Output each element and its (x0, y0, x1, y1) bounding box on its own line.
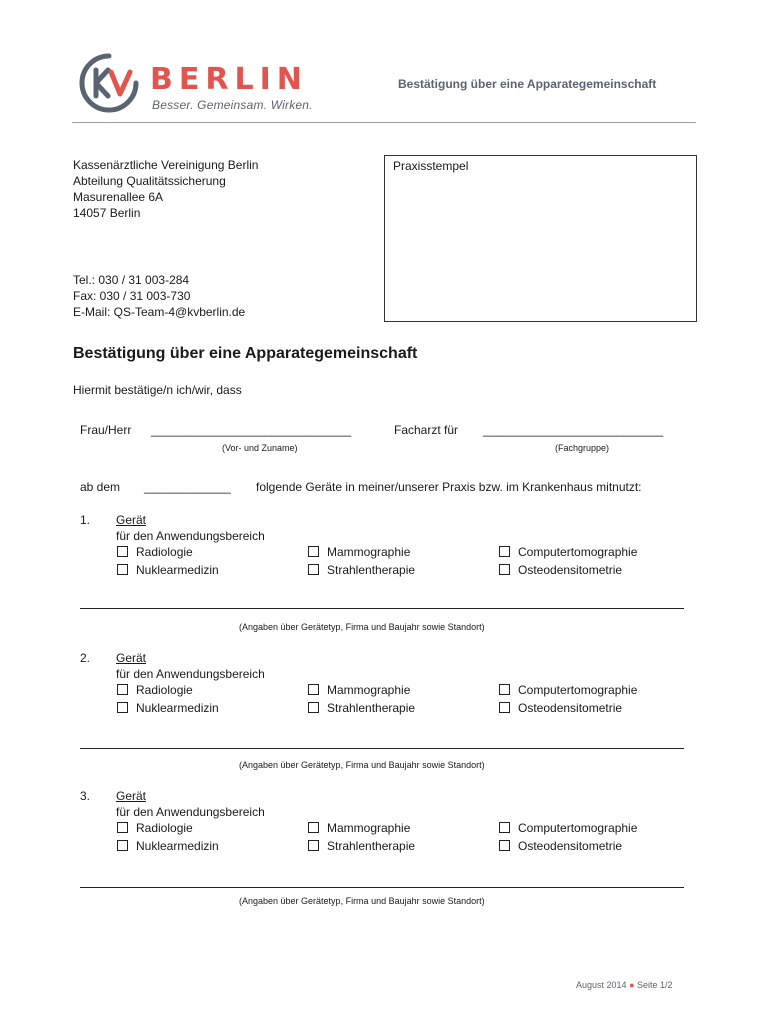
fachgruppe-field[interactable]: ___________________________ (483, 423, 664, 437)
option-strahlentherapie[interactable]: Strahlentherapie (308, 700, 415, 716)
praxisstempel-box[interactable] (384, 155, 697, 322)
option-computertomographie[interactable]: Computertomographie (499, 682, 637, 698)
footer-page: Seite 1/2 (637, 980, 673, 990)
logo-slogan: Besser. Gemeinsam. Wirken. (152, 98, 313, 112)
address-line: 14057 Berlin (73, 206, 141, 220)
header-divider (72, 122, 696, 123)
checkbox[interactable] (308, 546, 319, 557)
address-block (73, 157, 258, 221)
option-nuklearmedizin[interactable]: Nuklearmedizin (117, 700, 219, 716)
address-line: Kassenärztliche Vereinigung Berlin (73, 158, 259, 172)
option-radiologie[interactable]: Radiologie (117, 682, 193, 698)
name-hint: (Vor- und Zuname) (222, 443, 298, 453)
option-computertomographie[interactable]: Computertomographie (499, 544, 637, 560)
device-details-hint: (Angaben über Gerätetyp, Firma und Baujahr sowie Standort) (239, 760, 485, 770)
option-strahlentherapie[interactable]: Strahlentherapie (308, 838, 415, 854)
checkbox[interactable] (308, 684, 319, 695)
device-block-2 (0, 650, 770, 780)
facharzt-label: Facharzt für (394, 423, 459, 437)
logo-word: BERLIN (150, 62, 308, 97)
checkbox[interactable] (308, 840, 319, 851)
device-geraet-label: Gerät (116, 789, 147, 803)
contact-email: E-Mail: QS-Team-4@kvberlin.de (73, 305, 246, 319)
header-title: Bestätigung über eine Apparategemeinschaft (398, 77, 657, 91)
name-field[interactable]: ______________________________ (151, 423, 352, 437)
checkbox[interactable] (117, 840, 128, 851)
option-osteodensitometrie[interactable]: Osteodensitometrie (499, 562, 622, 578)
contact-fax: Fax: 030 / 31 003-730 (73, 289, 191, 303)
footer (576, 979, 673, 991)
option-nuklearmedizin[interactable]: Nuklearmedizin (117, 838, 219, 854)
frau-herr-label: Frau/Herr (80, 423, 132, 437)
checkbox[interactable] (499, 702, 510, 713)
praxisstempel-label: Praxisstempel (393, 159, 469, 173)
device-bereich-label: für den Anwendungsbereich (116, 667, 265, 681)
checkbox[interactable] (308, 564, 319, 575)
date-field[interactable]: _____________ (144, 480, 231, 494)
option-mammographie[interactable]: Mammographie (308, 544, 410, 560)
kv-logo (78, 52, 318, 116)
device-number: 3. (80, 789, 91, 803)
checkbox[interactable] (499, 684, 510, 695)
device-details-field[interactable] (80, 748, 684, 749)
checkbox[interactable] (308, 822, 319, 833)
checkbox[interactable] (117, 702, 128, 713)
device-geraet-label: Gerät (116, 513, 147, 527)
option-osteodensitometrie[interactable]: Osteodensitometrie (499, 700, 622, 716)
intro-text: Hiermit bestätige/n ich/wir, dass (73, 383, 242, 397)
page-heading: Bestätigung über eine Apparategemeinschaft (73, 345, 418, 362)
checkbox[interactable] (499, 546, 510, 557)
device-details-field[interactable] (80, 887, 684, 888)
option-osteodensitometrie[interactable]: Osteodensitometrie (499, 838, 622, 854)
device-bereich-label: für den Anwendungsbereich (116, 529, 265, 543)
ab-dem-label: ab dem (80, 480, 121, 494)
device-details-hint: (Angaben über Gerätetyp, Firma und Baujahr sowie Standort) (239, 622, 485, 632)
device-number: 2. (80, 651, 91, 665)
address-line: Abteilung Qualitätssicherung (73, 174, 226, 188)
device-number: 1. (80, 513, 91, 527)
option-nuklearmedizin[interactable]: Nuklearmedizin (117, 562, 219, 578)
address-line: Masurenallee 6A (73, 190, 164, 204)
checkbox[interactable] (308, 702, 319, 713)
option-mammographie[interactable]: Mammographie (308, 820, 410, 836)
checkbox[interactable] (499, 840, 510, 851)
folgende-text: folgende Geräte in meiner/unserer Praxis bzw. im Krankenhaus mitnutzt: (256, 480, 642, 494)
fachgruppe-hint: (Fachgruppe) (555, 443, 610, 453)
option-strahlentherapie[interactable]: Strahlentherapie (308, 562, 415, 578)
device-bereich-label: für den Anwendungsbereich (116, 805, 265, 819)
checkbox[interactable] (117, 546, 128, 557)
checkbox[interactable] (117, 822, 128, 833)
kv-logo-icon (78, 52, 140, 114)
device-geraet-label: Gerät (116, 651, 147, 665)
footer-date: August 2014 (576, 980, 627, 990)
device-block-3 (0, 788, 770, 918)
checkbox[interactable] (117, 684, 128, 695)
checkbox[interactable] (499, 822, 510, 833)
contact-block (73, 272, 245, 320)
option-mammographie[interactable]: Mammographie (308, 682, 410, 698)
contact-phone: Tel.: 030 / 31 003-284 (73, 273, 190, 287)
option-radiologie[interactable]: Radiologie (117, 544, 193, 560)
option-radiologie[interactable]: Radiologie (117, 820, 193, 836)
checkbox[interactable] (499, 564, 510, 575)
option-computertomographie[interactable]: Computertomographie (499, 820, 637, 836)
checkbox[interactable] (117, 564, 128, 575)
bullet-icon: ● (629, 980, 635, 990)
device-details-hint: (Angaben über Gerätetyp, Firma und Baujahr sowie Standort) (239, 896, 485, 906)
device-block-1 (0, 510, 770, 640)
device-details-field[interactable] (80, 608, 684, 609)
